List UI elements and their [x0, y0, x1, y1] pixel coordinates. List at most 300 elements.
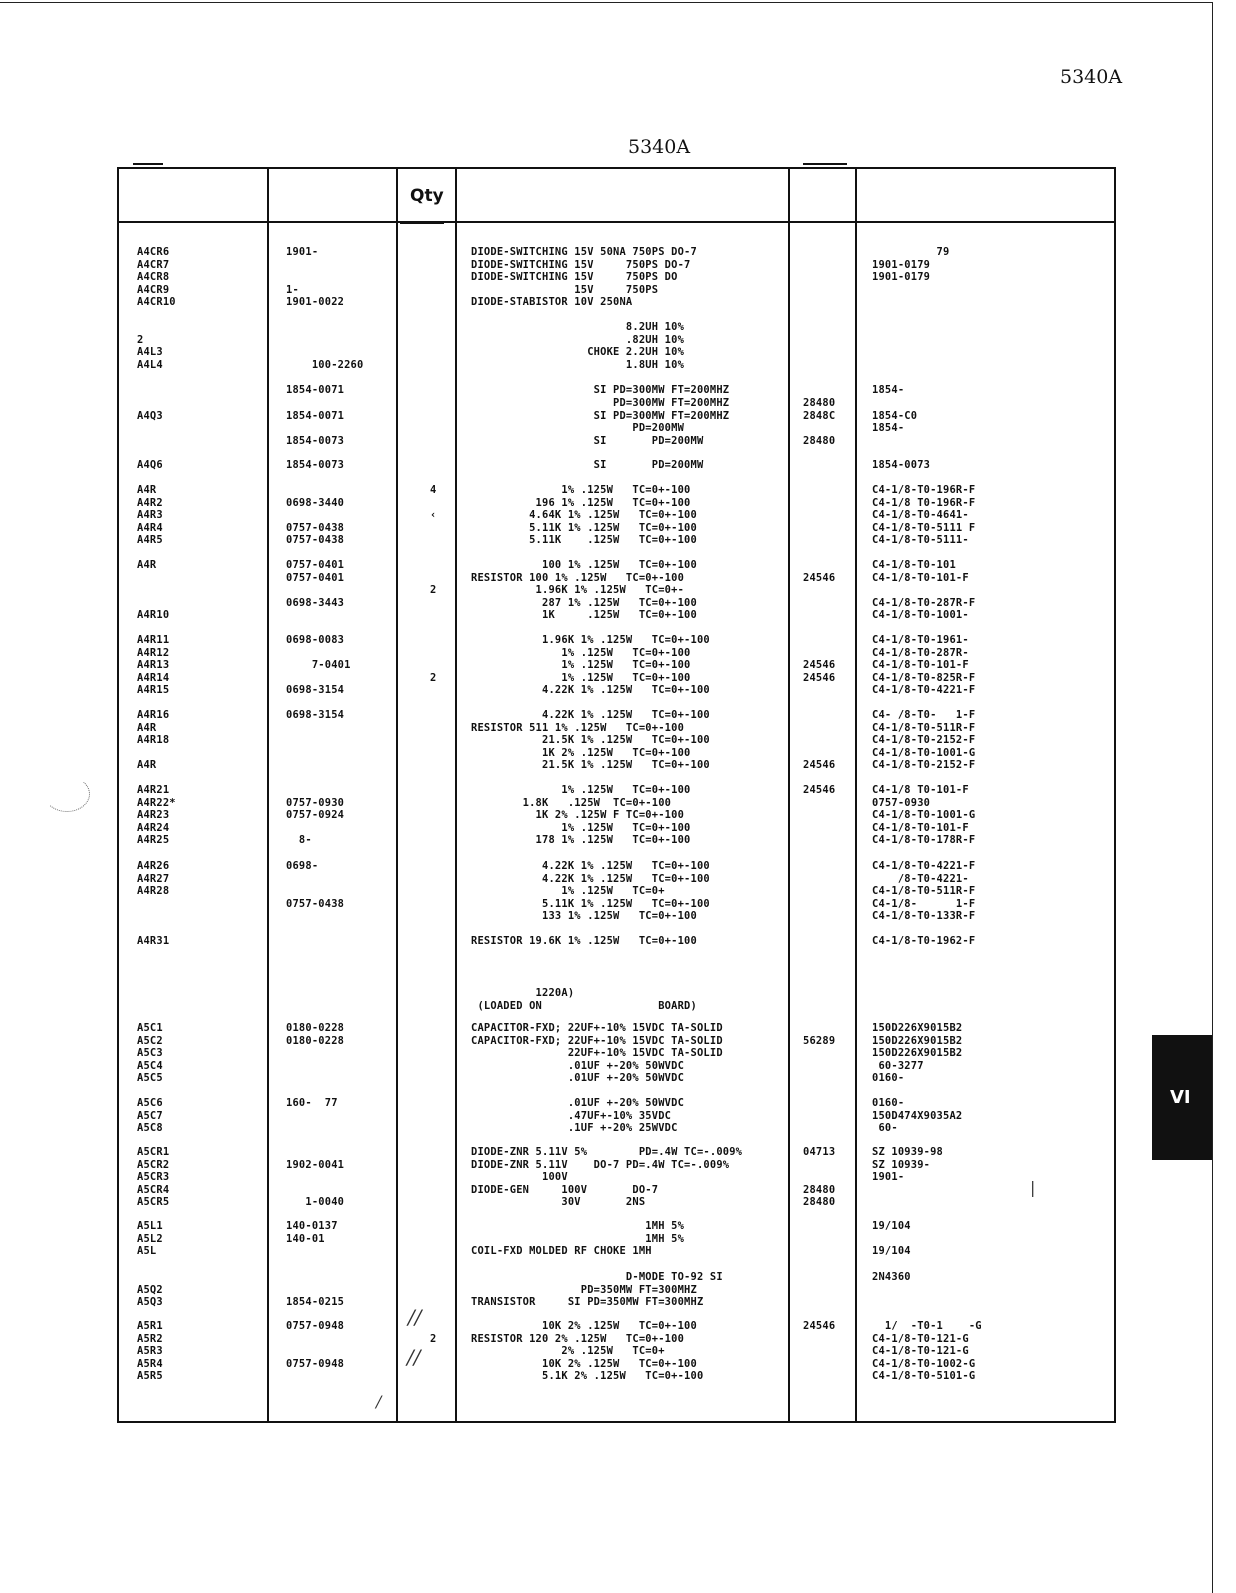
qty-header-underline — [400, 221, 444, 224]
qty-value-line — [430, 1345, 436, 1358]
group-3-part-number — [286, 397, 344, 422]
mfr-part-number-line: 1/ -T0-1 -G — [872, 1320, 982, 1332]
mfr-code-line: 24546 — [803, 571, 836, 584]
description-line: 1.8UH 10% — [471, 358, 685, 371]
header-tick-left — [133, 163, 163, 165]
mfr-part-number-line: 60- — [872, 1122, 898, 1135]
ref-designator-line — [137, 597, 169, 610]
ref-designator-line: A4R — [137, 484, 157, 496]
mfr-part-number-line: C4-1/8-T0-101-F — [872, 821, 969, 834]
mfr-code-line — [803, 1171, 835, 1184]
column-divider — [855, 167, 857, 1423]
group-17-ref-designator — [137, 1220, 163, 1258]
part-number-line: 1901-0022 — [286, 296, 345, 309]
group-6-part-number — [286, 484, 344, 547]
description-line: 1.96K 1% .125W TC=0+- — [471, 584, 685, 597]
group-11-mfr-part-number — [872, 860, 975, 923]
scan-artifact-arc — [44, 776, 90, 812]
part-number-line — [286, 259, 344, 272]
description-line: D-MODE TO-92 SI — [471, 1271, 723, 1283]
group-16-part-number — [286, 1146, 344, 1209]
description-line: SI PD=200MW — [471, 459, 704, 471]
ref-designator-line: A4R12 — [137, 646, 170, 659]
mfr-code-line — [803, 1072, 835, 1085]
ref-designator-line: A5C7 — [137, 1109, 163, 1122]
group-6-qty-value — [430, 484, 436, 547]
qty-value-line — [430, 559, 436, 572]
group-3-description — [471, 397, 729, 422]
ref-designator-line: A4R15 — [137, 684, 170, 697]
mfr-part-number-line: 0160- — [872, 1072, 905, 1085]
ref-designator-line: A4R27 — [137, 872, 170, 885]
part-number-line — [286, 397, 344, 410]
group-8-ref-designator — [137, 634, 169, 697]
section-tab-label: VI — [1170, 1087, 1191, 1108]
description-line: 5.1K 2% .125W TC=0+-100 — [471, 1370, 704, 1383]
ref-designator-line: A4R28 — [137, 885, 170, 898]
ref-designator-line: A4CR10 — [137, 296, 176, 309]
mfr-part-number-line: 2N4360 — [872, 1271, 911, 1283]
description-line: DIODE-SWITCHING 15V 750PS DO-7 — [471, 258, 691, 271]
mfr-part-number-line: 150D226X9015B2 — [872, 1034, 963, 1047]
description-line: .01UF +-20% 50WVDC — [471, 1097, 685, 1109]
scan-mark: // — [407, 1345, 421, 1369]
group-19-mfr-code — [803, 1320, 835, 1383]
group-3-ref-designator — [137, 397, 163, 422]
part-number-line: 0757-0438 — [286, 521, 345, 534]
part-number-line — [286, 1072, 344, 1085]
ref-designator-line: A4Q6 — [137, 459, 163, 471]
part-number-line: 0180-0228 — [286, 1034, 345, 1047]
ref-designator-line: A5R5 — [137, 1370, 163, 1383]
mfr-part-number-line: 0160- — [872, 1097, 905, 1109]
ref-designator-line: A4R — [137, 759, 157, 772]
group-10-part-number — [286, 784, 344, 847]
mfr-code-line — [803, 634, 835, 647]
qty-value-line — [430, 659, 436, 672]
ref-designator-line — [137, 572, 169, 585]
mfr-part-number-line: C4-1/8-T0-196R-F — [872, 484, 976, 496]
ref-designator-line: A5C3 — [137, 1047, 163, 1060]
mfr-part-number-line: 150D474X9035A2 — [872, 1109, 963, 1122]
description-line: 1% .125W TC=0+-100 — [471, 821, 691, 834]
part-number-line: 1- — [286, 283, 299, 296]
description-line: .1UF +-20% 25WVDC — [471, 1122, 678, 1135]
mfr-code-line: 2848C — [803, 409, 836, 422]
scan-mark: / — [376, 1392, 382, 1411]
mfr-part-number-line: 19/104 — [872, 1245, 911, 1258]
group-7-part-number — [286, 559, 344, 622]
group-10-mfr-code — [803, 784, 835, 847]
ref-designator-line: A4R2 — [137, 496, 163, 509]
group-17-part-number — [286, 1220, 338, 1258]
mfr-part-number-line: C4-1/8-T0-511R-F — [872, 721, 976, 734]
group-19-part-number — [286, 1320, 344, 1383]
description-line: 5.11K 1% .125W TC=0+-100 — [471, 521, 697, 534]
mfr-part-number-line: C4-1/8 T0-101-F — [872, 784, 969, 796]
qty-value-line — [430, 647, 436, 660]
ref-designator-line: A4R25 — [137, 834, 170, 847]
group-3-mfr-code — [803, 397, 835, 422]
description-line: PD=350MW FT=300MHZ — [471, 1283, 697, 1296]
mfr-code-line — [803, 722, 835, 735]
mfr-code-line — [803, 1333, 835, 1346]
ref-designator-line — [137, 1271, 163, 1284]
ref-designator-line: A4L4 — [137, 358, 163, 371]
description-line: COIL-FXD MOLDED RF CHOKE 1MH — [471, 1245, 652, 1258]
description-line: 178 1% .125W TC=0+-100 — [471, 834, 691, 847]
description-line: 1% .125W TC=0+ — [471, 885, 665, 898]
description-line: 4.64K 1% .125W TC=0+-100 — [471, 509, 697, 522]
qty-value-line — [430, 572, 436, 585]
group-6-description — [471, 484, 697, 547]
mfr-part-number-line: 1901- — [872, 1171, 905, 1184]
ref-designator-line: A5C2 — [137, 1034, 163, 1047]
mfr-code-line — [803, 734, 835, 747]
part-number-line: 160- 77 — [286, 1097, 338, 1109]
part-number-line — [286, 1110, 338, 1123]
group-14-mfr-code — [803, 1022, 835, 1085]
mfr-part-number-line: 0757-0930 — [872, 796, 931, 809]
group-15-mfr-part-number — [872, 1097, 962, 1135]
group-0-mfr-part-number — [872, 246, 949, 309]
group-17-description — [471, 1220, 684, 1258]
description-line: 4.22K 1% .125W TC=0+-100 — [471, 684, 710, 697]
qty-value-line — [430, 1320, 436, 1333]
mfr-part-number-line: 1901-0179 — [872, 271, 931, 284]
description-line: CHOKE 2.2UH 10% — [471, 346, 685, 359]
mfr-part-number-line: C4-1/8-T0-1001-G — [872, 809, 976, 822]
description-line: 287 1% .125W TC=0+-100 — [471, 596, 697, 609]
description-line: RESISTOR 120 2% .125W TC=0+-100 — [471, 1332, 685, 1345]
description-line: 22UF+-10% 15VDC TA-SOLID — [471, 1047, 723, 1060]
description-line: 30V 2NS — [471, 1196, 646, 1209]
description-line: 15V 750PS — [471, 283, 659, 296]
ref-designator-line: A4CR8 — [137, 271, 170, 284]
group-16-ref-designator — [137, 1146, 169, 1209]
group-0-part-number — [286, 246, 344, 309]
mfr-part-number-line: C4-1/8-T0-4221-F — [872, 684, 976, 697]
ref-designator-line: A5CR3 — [137, 1171, 170, 1184]
mfr-part-number-line: 150D226X9015B2 — [872, 1022, 963, 1034]
ref-designator-line: A4R16 — [137, 709, 170, 721]
mfr-part-number-line: C4-1/8-T0-121-G — [872, 1332, 969, 1345]
ref-designator-line: A5Q2 — [137, 1283, 163, 1296]
group-11-description — [471, 860, 710, 923]
description-line: 5.11K .125W TC=0+-100 — [471, 534, 697, 547]
group-4-mfr-code — [803, 422, 835, 447]
ref-designator-line: A5C6 — [137, 1097, 163, 1109]
description-line: 1K 2% .125W F TC=0+-100 — [471, 809, 685, 822]
model-number-center: 5340A — [628, 136, 691, 158]
part-number-line — [286, 271, 344, 284]
description-line: 4.22K 1% .125W TC=0+-100 — [471, 872, 710, 885]
mfr-part-number-line — [872, 1284, 911, 1297]
ref-designator-line: A4R4 — [137, 521, 163, 534]
part-number-line: 1854-0215 — [286, 1296, 345, 1309]
description-line: 1.96K 1% .125W TC=0+-100 — [471, 634, 710, 646]
part-number-line — [286, 747, 344, 760]
description-line: TRANSISTOR SI PD=350MW FT=300MHZ — [471, 1296, 704, 1309]
header-tick-right — [803, 163, 847, 165]
group-18-part-number — [286, 1271, 344, 1309]
group-12-ref-designator — [137, 935, 169, 948]
part-number-line — [286, 609, 344, 622]
group-9-mfr-part-number — [872, 709, 975, 772]
mfr-part-number-line: C4-1/8-T0-511R-F — [872, 885, 976, 898]
mfr-part-number-line: 1854-C0 — [872, 409, 918, 422]
description-line: 1K .125W TC=0+-100 — [471, 609, 697, 622]
ref-designator-line: A4R10 — [137, 609, 170, 622]
group-19-description — [471, 1320, 703, 1383]
mfr-part-number-line: C4-1/8-T0-1001- — [872, 609, 969, 622]
part-number-line: 1902-0041 — [286, 1158, 345, 1171]
mfr-code-line: 56289 — [803, 1034, 836, 1047]
ref-designator-line: A4R18 — [137, 734, 170, 747]
group-17-mfr-part-number — [872, 1220, 911, 1258]
mfr-code-line — [803, 747, 835, 760]
part-number-line: 7-0401 — [286, 659, 351, 672]
mfr-code-line — [803, 1358, 835, 1371]
mfr-part-number-line: C4- /8-T0- 1-F — [872, 709, 976, 721]
part-number-line: 0698-3443 — [286, 596, 345, 609]
group-5-mfr-part-number — [872, 459, 930, 472]
group-5-ref-designator — [137, 459, 163, 472]
part-number-line: 0757-0401 — [286, 571, 345, 584]
part-number-line — [286, 422, 344, 435]
mfr-code-line — [803, 709, 835, 722]
group-7-qty-value — [430, 559, 436, 622]
ref-designator-line: A5C5 — [137, 1072, 163, 1085]
qty-value-line — [430, 1358, 436, 1371]
scan-mark: // — [408, 1305, 422, 1329]
mfr-part-number-line — [872, 284, 949, 297]
mfr-part-number-line: C4-1/8-T0-1961- — [872, 634, 969, 646]
ref-designator-line: A4CR7 — [137, 258, 170, 271]
group-5-part-number — [286, 459, 344, 472]
mfr-code-line — [803, 1060, 835, 1073]
description-line: 4.22K 1% .125W TC=0+-100 — [471, 709, 710, 721]
mfr-part-number-line: C4-1/8-T0-121-G — [872, 1345, 969, 1358]
group-10-description — [471, 784, 691, 847]
mfr-code-line — [803, 559, 835, 572]
ref-designator-line: A4R31 — [137, 935, 170, 947]
mfr-part-number-line: C4-1/8-T0-287R-F — [872, 596, 976, 609]
qty-value-line: 2 — [430, 1332, 437, 1345]
ref-designator-line: A4R13 — [137, 659, 170, 672]
mfr-code-line: 28480 — [803, 1196, 836, 1209]
description-line: .47UF+-10% 35VDC — [471, 1109, 672, 1122]
part-number-line: 0698-3440 — [286, 496, 345, 509]
mfr-part-number-line: /8-T0-4221- — [872, 872, 969, 885]
part-number-line: 0698-3154 — [286, 684, 345, 697]
mfr-code-line — [803, 647, 835, 660]
mfr-part-number-line — [872, 1296, 911, 1309]
group-8-part-number — [286, 634, 351, 697]
part-number-line: 0180-0228 — [286, 1022, 345, 1034]
description-line: 1% .125W TC=0+-100 — [471, 659, 691, 672]
part-number-line: 0757-0948 — [286, 1357, 345, 1370]
part-number-line: 1854-0071 — [286, 384, 345, 396]
group-19-mfr-part-number — [872, 1320, 982, 1383]
group-19-qty-value — [430, 1320, 436, 1383]
mfr-part-number-line — [872, 296, 949, 309]
mfr-code-line: 28480 — [803, 434, 836, 447]
column-divider — [396, 167, 398, 1423]
mfr-code-line: 04713 — [803, 1146, 836, 1158]
mfr-code-line — [803, 609, 835, 622]
group-14-mfr-part-number — [872, 1022, 962, 1085]
description-line: 1MH 5% — [471, 1220, 685, 1232]
mfr-part-number-line: C4-1/8-T0-101-F — [872, 659, 969, 672]
ref-designator-line: A4L3 — [137, 346, 163, 359]
mfr-code-line: 24546 — [803, 659, 836, 672]
part-number-line: 0757-0438 — [286, 897, 345, 910]
qty-column-header: Qty — [410, 186, 444, 206]
qty-value-line — [430, 1370, 436, 1383]
group-8-mfr-part-number — [872, 634, 975, 697]
ref-designator-line: A4R21 — [137, 784, 170, 796]
group-12-mfr-part-number — [872, 935, 975, 948]
column-divider — [267, 167, 269, 1423]
part-number-line — [286, 1370, 344, 1383]
description-line: DIODE-STABISTOR 10V 250NA — [471, 296, 633, 309]
part-number-line: 1854-0073 — [286, 434, 345, 447]
part-number-line — [286, 873, 344, 886]
group-16-description — [471, 1146, 742, 1209]
mfr-part-number-line — [872, 584, 975, 597]
qty-value-line — [430, 684, 436, 697]
mfr-code-line — [803, 1047, 835, 1060]
mfr-code-line — [803, 584, 835, 597]
part-number-line — [286, 885, 344, 898]
description-line: 5.11K 1% .125W TC=0+-100 — [471, 897, 710, 910]
ref-designator-line: 2 — [137, 333, 144, 346]
mfr-part-number-line: C4-1/8-T0-2152-F — [872, 734, 976, 747]
scan-mark: | — [1030, 1178, 1036, 1197]
part-number-line: 0698-3154 — [286, 709, 345, 721]
group-3-mfr-part-number — [872, 397, 917, 422]
description-line: CAPACITOR-FXD; 22UF+-10% 15VDC TA-SOLID — [471, 1034, 723, 1047]
ref-designator-line — [137, 910, 169, 923]
mfr-part-number-line: C4-1/8-T0-101 — [872, 559, 956, 571]
qty-value-line: 4 — [430, 484, 437, 496]
description-line: 8.2UH 10% — [471, 321, 685, 333]
part-number-line — [286, 647, 351, 660]
part-number-line: 0757-0948 — [286, 1320, 345, 1332]
mfr-code-line: 24546 — [803, 1320, 836, 1332]
ref-designator-line: A5R3 — [137, 1345, 163, 1358]
ref-designator-line: A4R3 — [137, 509, 163, 522]
mfr-part-number-line: 1854- — [872, 384, 905, 396]
description-line: 1% .125W TC=0+-100 — [471, 784, 691, 796]
part-number-line: 0757-0438 — [286, 534, 345, 547]
description-line: RESISTOR 100 1% .125W TC=0+-100 — [471, 571, 685, 584]
description-line: .01UF +-20% 50WVDC — [471, 1072, 685, 1085]
description-line: 1% .125W TC=0+-100 — [471, 646, 691, 659]
qty-value-line: ‹ — [430, 509, 437, 522]
group-7-description — [471, 559, 697, 622]
mfr-part-number-line: SZ 10939-98 — [872, 1146, 944, 1158]
group-1-ref-designator — [137, 321, 163, 371]
group-16-mfr-code — [803, 1146, 835, 1209]
group-18-ref-designator — [137, 1271, 163, 1309]
mfr-part-number-line: C4-1/8-T0-133R-F — [872, 910, 976, 923]
mfr-part-number-line: 60-3277 — [872, 1059, 924, 1072]
description-line: SI PD=200MW — [471, 434, 704, 447]
mfr-part-number-line: C4-1/8 T0-196R-F — [872, 496, 976, 509]
ref-designator-line: A4R5 — [137, 534, 163, 547]
part-number-line — [286, 321, 363, 334]
ref-designator-line: A4R24 — [137, 821, 170, 834]
description-line: 21.5K 1% .125W TC=0+-100 — [471, 759, 710, 772]
part-number-line: 140-0137 — [286, 1220, 338, 1232]
part-number-line — [286, 784, 344, 797]
part-number-line — [286, 910, 344, 923]
part-number-line: 100-2260 — [286, 358, 364, 371]
description-line: 133 1% .125W TC=0+-100 — [471, 910, 697, 923]
group-2-mfr-part-number — [872, 384, 904, 397]
group-14-ref-designator — [137, 1022, 163, 1085]
mfr-code-line — [803, 684, 835, 697]
ref-designator-line — [137, 397, 163, 410]
group-6-mfr-part-number — [872, 484, 975, 547]
part-number-line — [286, 509, 344, 522]
part-number-line — [286, 722, 344, 735]
ref-designator-line: A5R1 — [137, 1320, 163, 1332]
group-11-ref-designator — [137, 860, 169, 923]
mfr-part-number-line — [872, 1233, 911, 1246]
part-number-line — [286, 822, 344, 835]
ref-designator-line — [137, 584, 169, 597]
part-number-line — [286, 1047, 344, 1060]
ref-designator-line — [137, 898, 169, 911]
part-number-line — [286, 1146, 344, 1159]
group-0-ref-designator — [137, 246, 176, 309]
mfr-part-number-line — [872, 1184, 943, 1197]
ref-designator-line — [137, 321, 163, 334]
group-9-ref-designator — [137, 709, 169, 772]
group-7-ref-designator — [137, 559, 169, 622]
mfr-code-line — [803, 797, 835, 810]
mfr-part-number-line: C4-1/8-T0-825R-F — [872, 671, 976, 684]
ref-designator-line: A4CR9 — [137, 283, 170, 296]
group-4-mfr-part-number — [872, 422, 904, 447]
group-15-description — [471, 1097, 684, 1135]
ref-designator-line: A4R — [137, 559, 157, 571]
mfr-part-number-line: C4-1/8-T0-4641- — [872, 509, 969, 522]
description-line: 1MH 5% — [471, 1232, 685, 1245]
mfr-part-number-line: 1901-0179 — [872, 258, 931, 271]
description-line: SI PD=300MW FT=200MHZ — [471, 409, 730, 422]
description-line: .01UF +-20% 50WVDC — [471, 1059, 685, 1072]
mfr-part-number-line: C4-1/8-T0-5111- — [872, 534, 969, 547]
ref-designator-line: A4R11 — [137, 634, 170, 646]
mfr-code-line — [803, 1345, 835, 1358]
ref-designator-line: A4CR6 — [137, 246, 170, 258]
ref-designator-line: A5L1 — [137, 1220, 163, 1232]
part-number-line — [286, 584, 344, 597]
qty-value-line — [430, 597, 436, 610]
group-6-ref-designator — [137, 484, 163, 547]
part-number-line: 140-01 — [286, 1232, 325, 1245]
ref-designator-line: A5R4 — [137, 1357, 163, 1370]
group-1-description — [471, 321, 684, 371]
description-line: SI PD=300MW FT=200MHZ — [471, 384, 730, 396]
ref-designator-line: A5Q3 — [137, 1296, 163, 1309]
ref-designator-line: A5C4 — [137, 1059, 163, 1072]
group-15-part-number — [286, 1097, 338, 1135]
